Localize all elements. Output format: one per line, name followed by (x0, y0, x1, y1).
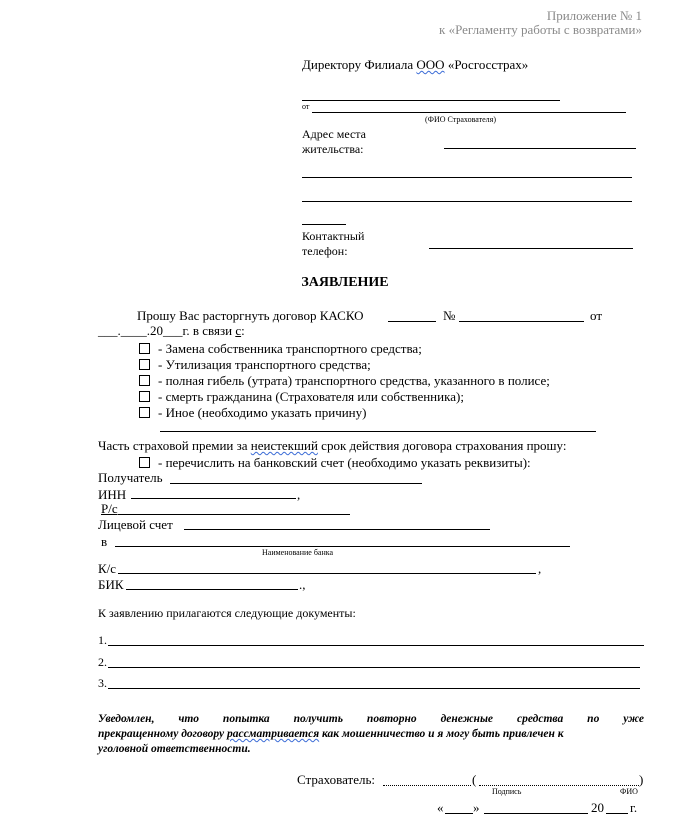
ks-label: К/с (98, 561, 117, 576)
phone-label-2: телефон: (302, 244, 348, 258)
address-field-2[interactable] (302, 177, 632, 178)
company-ooo: ООО (416, 57, 445, 72)
document-field[interactable] (108, 667, 640, 668)
recipient-field[interactable] (170, 483, 422, 484)
bik-end: ., (299, 577, 306, 592)
kasko-policy-field[interactable] (388, 321, 436, 322)
reason-item[interactable]: - смерть гражданина (Страхователя или собственника); (139, 389, 464, 404)
checkbox-icon[interactable] (139, 457, 150, 468)
premium-text: Часть страховой премии за неистекший срок действия договора страхования прошу: (98, 438, 567, 453)
checkbox-icon[interactable] (139, 359, 150, 370)
date-open-quote: « (437, 800, 444, 815)
checkbox-icon[interactable] (139, 375, 150, 386)
phone-field[interactable] (429, 248, 633, 249)
reason-item[interactable]: - Иное (необходимо указать причину) (139, 405, 366, 420)
policy-number-field[interactable] (459, 321, 584, 322)
date-close-quote: » (473, 800, 480, 815)
addressee-director: Директору Филиала ООО «Росгосстрах» (302, 57, 529, 72)
fio-caption-bottom: ФИО (620, 787, 638, 796)
notice-line-1: Уведомлен, что попытка получить повторно денежные средства по уже (98, 713, 644, 725)
checkbox-icon[interactable] (139, 343, 150, 354)
premium-option[interactable]: - перечислить на банковский счет (необходимо указать реквизиты): (139, 455, 531, 470)
reason-item[interactable]: - полная гибель (утрата) транспортного средства, указанного в полисе; (139, 373, 550, 388)
fio-field[interactable] (479, 785, 639, 786)
notice-line-2: прекращенному договору рассматривается как мошенничество и я могу быть привлечен к (98, 728, 564, 740)
date-year: 20 (591, 800, 604, 815)
notice-line-3: уголовной ответственности. (98, 743, 251, 755)
recipient-label: Получатель (98, 470, 163, 485)
document-title: ЗАЯВЛЕНИЕ (301, 275, 389, 290)
inn-field[interactable] (131, 498, 296, 499)
bank-name-caption: Наименование банка (262, 548, 334, 557)
appendix-number: Приложение № 1 (546, 8, 642, 23)
rs-field[interactable] (118, 514, 350, 515)
checkbox-icon[interactable] (139, 407, 150, 418)
ks-comma: , (538, 561, 542, 576)
reason-item[interactable]: - Замена собственника транспортного средства; (139, 341, 422, 356)
date-day-field[interactable] (445, 813, 473, 814)
signature-field[interactable] (383, 785, 471, 786)
signature-caption: Подпись (492, 787, 522, 796)
address-field-1[interactable] (444, 148, 636, 149)
request-date-line: ___.____.20___г. в связи с: (98, 323, 245, 338)
request-text: Прошу Вас расторгнуть договор КАСКО (137, 308, 364, 323)
documents-label: К заявлению прилагаются следующие документы: (98, 606, 356, 620)
signature-close-paren: ) (639, 772, 644, 787)
bank-name-field[interactable] (115, 546, 570, 547)
document-number: 1. (98, 633, 107, 647)
phone-label-1: Контактный (302, 229, 365, 243)
document-field[interactable] (108, 645, 644, 646)
bik-field[interactable] (126, 589, 298, 590)
addressee-line-1[interactable] (302, 100, 560, 101)
ks-field[interactable] (118, 573, 536, 574)
reason-item[interactable]: - Утилизация транспортного средства; (139, 357, 371, 372)
document-field[interactable] (108, 688, 640, 689)
account-field[interactable] (184, 529, 490, 530)
bank-in-label: в (101, 534, 108, 549)
signature-label: Страхователь: (297, 772, 375, 787)
checkbox-icon[interactable] (139, 391, 150, 402)
from-label: от (302, 102, 310, 111)
inn-comma: , (297, 487, 301, 502)
bik-label: БИК (98, 577, 124, 592)
address-label-2: жительства: (302, 142, 364, 156)
address-label-1: Адрес места (302, 127, 366, 141)
appendix-regulation: к «Регламенту работы с возвратами» (439, 22, 642, 37)
signature-open-paren: ( (472, 772, 477, 787)
inn-label: ИНН (98, 487, 127, 502)
rs-label: Р/с (101, 501, 118, 516)
date-year-suffix: г. (630, 800, 638, 815)
request-no-label: № (443, 308, 456, 323)
other-reason-field[interactable] (160, 431, 596, 432)
document-number: 2. (98, 655, 107, 669)
address-field-3[interactable] (302, 201, 632, 202)
request-ot-label: от (590, 308, 603, 323)
document-number: 3. (98, 676, 107, 690)
from-field[interactable] (312, 112, 626, 113)
date-month-field[interactable] (484, 813, 588, 814)
fio-caption: (ФИО Страхователя) (425, 115, 497, 124)
address-field-4[interactable] (302, 224, 346, 225)
date-year-field[interactable] (606, 813, 628, 814)
account-label: Лицевой счет (98, 517, 173, 532)
